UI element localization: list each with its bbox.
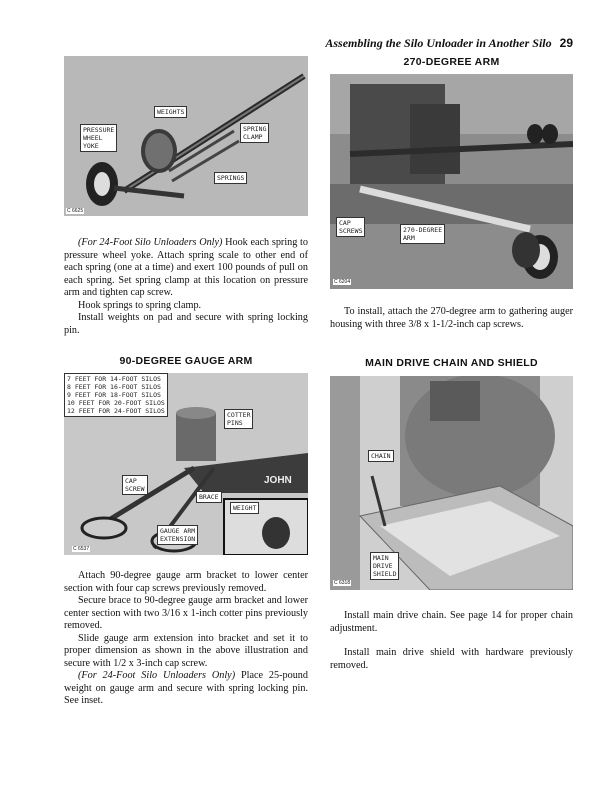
label-weight: WEIGHT	[230, 502, 259, 514]
label-springs: SPRINGS	[214, 172, 247, 184]
figure-code: C 6318	[334, 580, 351, 586]
tractor-brand-mark: JOHN	[264, 475, 292, 486]
label-spring-clamp: SPRING CLAMP	[240, 123, 269, 143]
figure-code: C 6537	[73, 546, 90, 552]
photo-270-degree-arm-drawing	[330, 74, 573, 289]
photo-main-drive-chain-drawing	[330, 376, 573, 590]
section-heading-main-drive-chain: MAIN DRIVE CHAIN AND SHIELD	[365, 357, 538, 369]
italic-note: (For 24-Foot Silo Unloaders Only)	[78, 670, 236, 681]
label-brace: BRACE	[196, 491, 222, 503]
paragraph-text: Hook each spring to pressure wheel yoke. Attach spring scale to other end of each spring (one at a time) and exert 100 pounds of pull on each spring. Set spring clamp at this location on pressure arm and tighten cap screw.	[64, 237, 308, 298]
left-text-block-1	[64, 237, 308, 337]
right-text-block-2	[330, 610, 573, 672]
right-text-block-1	[330, 306, 573, 331]
photo-270-degree-arm	[330, 74, 573, 289]
label-cap-screw: CAP SCREW	[122, 475, 148, 495]
label-chain: CHAIN	[368, 450, 394, 462]
paragraph: Slide gauge arm extension into bracket and set it to proper dimension as shown in the above illustration and secure with 1/2 x 3-inch cap screw.	[64, 632, 308, 669]
label-270-degree-arm: 270-DEGREE ARM	[400, 224, 445, 244]
section-heading-270-degree: 270-DEGREE ARM	[403, 56, 500, 68]
figure-code: C 6204	[334, 279, 351, 285]
header-title: Assembling the Silo Unloader in Another Silo	[325, 36, 552, 50]
label-weights: WEIGHTS	[154, 106, 187, 118]
paragraph: Secure brace to 90-degree gauge arm bracket and lower center section with two 3/16 x 1-inch cotter pins previously removed.	[64, 595, 308, 631]
paragraph-text: Place 25-pound weight on gauge arm and secure with spring locking pin. See inset.	[64, 670, 308, 706]
paragraph: Attach 90-degree gauge arm bracket to lower center section with four cap screws previously removed.	[64, 570, 308, 594]
left-text-block-2	[64, 570, 308, 708]
italic-note: (For 24-Foot Silo Unloaders Only)	[78, 237, 223, 248]
paragraph	[64, 237, 308, 300]
paragraph: Install weights on pad and secure with spring locking pin.	[64, 312, 308, 336]
dimension-table: 7 FEET FOR 14-FOOT SILOS 8 FEET FOR 16-FOOT SILOS 9 FEET FOR 18-FOOT SILOS 10 FEET FOR 20-FOOT SILOS 12 FEET FOR 24-FOOT SILOS	[64, 373, 168, 417]
photo-main-drive-chain	[330, 376, 573, 590]
paragraph: Hook springs to spring clamp.	[78, 299, 202, 311]
page-number: 29	[559, 36, 573, 50]
photo-gauge-arm	[64, 373, 308, 555]
running-header	[305, 36, 573, 51]
paragraph: To install, attach the 270-degree arm to gathering auger housing with three 3/8 x 1-1/2-inch cap screws.	[330, 306, 573, 330]
label-main-drive-shield: MAIN DRIVE SHIELD	[370, 552, 399, 580]
paragraph	[64, 670, 308, 708]
paragraph: Install main drive chain. See page 14 for proper chain adjustment.	[330, 610, 573, 634]
section-heading-90-degree: 90-DEGREE GAUGE ARM	[119, 355, 253, 367]
figure-code: C 6625	[67, 208, 84, 214]
label-pressure-wheel-yoke: PRESSURE WHEEL YOKE	[80, 124, 117, 152]
label-cotter-pins: COTTER PINS	[224, 409, 253, 429]
label-cap-screws: CAP SCREWS	[336, 217, 365, 237]
label-gauge-arm-extension: GAUGE ARM EXTENSION	[157, 525, 198, 545]
paragraph: Install main drive shield with hardware previously removed.	[330, 647, 573, 671]
photo-pressure-wheel	[64, 56, 308, 216]
